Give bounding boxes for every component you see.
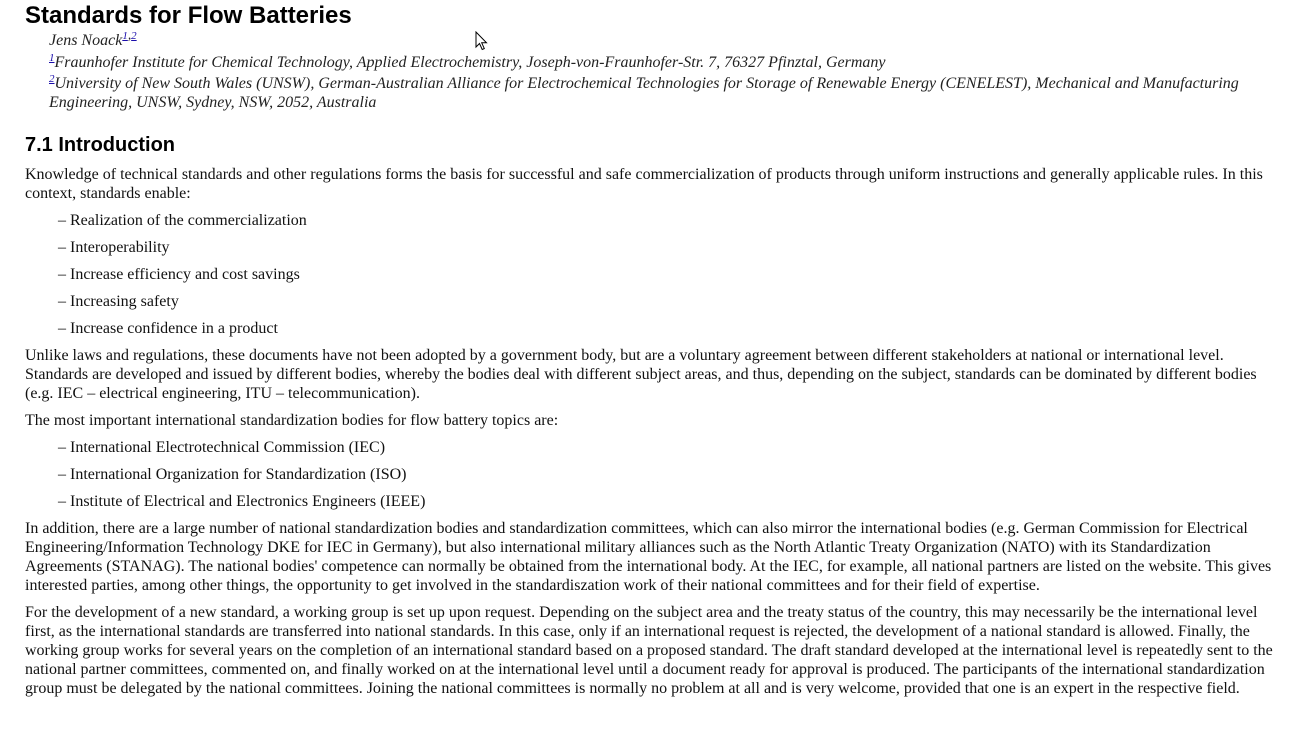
affiliation-1-marker[interactable]: 1 [49, 51, 55, 64]
list-item: – Increase efficiency and cost savings [58, 266, 300, 283]
list-item: – Interoperability [58, 239, 170, 256]
laws-paragraph: Unlike laws and regulations, these documents have not been adopted by a government body, but are a voluntary agreement between different stakeholders at national or international level. Standards are developed and issued by different bodies, whereby the bodies deal with different subject areas, and thus, depending on the subject, standards can be dominated by different bodies (e.g. IEC – electrical engineering, ITU – telecommunication). [25, 347, 1257, 402]
author-line [49, 26, 1275, 50]
affiliation-1 [49, 53, 1275, 72]
national-bodies-paragraph: In addition, there are a large number of national standardization bodies and standardization committees, which can also mirror the international bodies (e.g. German Commission for Electrical Engineering/Information Technology DKE for IEC in Germany), but also international military alliances such as the North Atlantic Treaty Organization (NATO) with its Standardization Agreements (STANAG). The national bodies' competence can normally be obtained from the international body. At the IEC, for example, all national partners are listed on the website. This gives interested parties, among other things, the opportunity to get involved in the standardiszation work of their national committees and for their field of expertise. [25, 520, 1272, 594]
affiliation-2-marker[interactable]: 2 [49, 72, 55, 85]
list-item: – International Organization for Standardization (ISO) [58, 466, 407, 483]
list-item: – Increasing safety [58, 293, 179, 310]
footnote-link-1[interactable]: 1 [122, 29, 128, 42]
affiliation-1-text: Fraunhofer Institute for Chemical Technology, Applied Electrochemistry, Joseph-von-Fraunhofer-Str. 7, 76327 Pfinztal, Germany [54, 54, 886, 71]
development-paragraph: For the development of a new standard, a working group is set up upon request. Depending on the subject area and the treaty status of the country, this may necessarily be the international level first, as the international standards are transferred into national standards. In this case, only if an international request is rejected, the development of a national standard is allowed. Finally, the working group works for several years on the completion of an international standard based on a proposed standard. The draft standard developed at the international level is repeatedly sent to the national partner committees, commented on, and finally worked on at the international level until a document ready for approval is produced. The participants of the international standardization group must be delegated by the national committees. Joining the national committees is normally no problem at all and is very welcome, provided that one is an expert in the respective field. [25, 604, 1273, 697]
page-title: Standards for Flow Batteries [25, 2, 352, 29]
bodies-intro-paragraph: The most important international standardization bodies for flow battery topics are: [25, 412, 559, 429]
standardization-bodies-list [25, 438, 1275, 511]
list-item: – International Electrotechnical Commission (IEC) [58, 439, 386, 456]
intro-paragraph: Knowledge of technical standards and other regulations forms the basis for successful and safe commercialization of products through uniform instructions and generally applicable rules. In this context, standards enable: [25, 166, 1263, 202]
footnote-separator: , [127, 26, 132, 42]
document-page [25, 0, 1275, 698]
affiliation-2-text: University of New South Wales (UNSW), German-Australian Alliance for Electrochemical Technologies for Storage of Renewable Energy (CENELEST), Mechanical and Manufacturing Engineering, UNSW, Sydney, NSW, 2052, Australia [49, 75, 1239, 111]
mouse-pointer-icon [475, 31, 489, 51]
list-item: – Increase confidence in a product [58, 320, 278, 337]
list-item: – Institute of Electrical and Electronics Engineers (IEEE) [58, 493, 426, 510]
footnote-link-2[interactable]: 2 [131, 29, 137, 42]
standards-benefits-list [25, 211, 1275, 338]
list-item: – Realization of the commercialization [58, 212, 307, 229]
author-name: Jens Noack [49, 32, 123, 49]
section-heading: 7.1 Introduction [25, 134, 175, 156]
affiliation-2 [49, 74, 1275, 112]
